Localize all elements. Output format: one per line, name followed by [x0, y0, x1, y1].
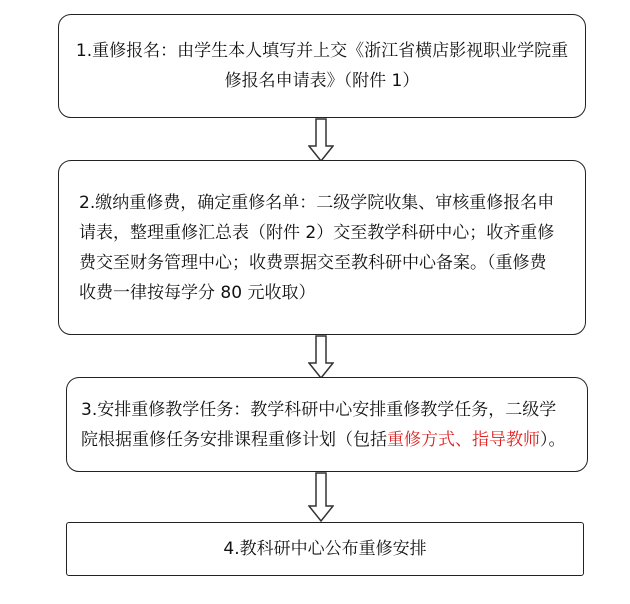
step-3-line-2-end: ）。 [540, 429, 566, 450]
step-4-text [67, 534, 583, 564]
step-3-box [66, 377, 588, 472]
step-3-line-2-start: 院根据重修任务安排课程重修计划（包括 [81, 429, 387, 450]
step-3-line-2 [81, 425, 577, 455]
step-3-highlight: 重修方式、指导教师 [387, 429, 540, 450]
down-arrow-icon [308, 118, 334, 162]
step-2-line-1: 2.缴纳重修费，确定重修名单：二级学院收集、审核重修报名申 [79, 192, 555, 213]
step-4-line-1: 4.教科研中心公布重修安排 [223, 539, 427, 559]
step-1-box [58, 14, 586, 118]
step-2-line-2: 请表，整理重修汇总表（附件 2）交至教学科研中心；收齐重修 [79, 222, 555, 243]
step-1-line-1: 1.重修报名：由学生本人填写并上交《浙江省横店影视职业学院重 [75, 41, 569, 61]
step-1-text [59, 36, 585, 96]
step-2-line-3: 费交至财务管理中心；收费票据交至教科研中心备案。（重修费 [79, 252, 547, 273]
step-4-box [66, 522, 584, 576]
down-arrow-icon [308, 472, 334, 522]
step-2-text [79, 188, 571, 308]
step-3-text [81, 395, 577, 455]
step-3-line-1: 3.安排重修教学任务：教学科研中心安排重修教学任务，二级学 [81, 399, 557, 420]
step-2-line-4: 收费一律按每学分 80 元收取） [79, 282, 316, 303]
down-arrow-icon [308, 335, 334, 379]
step-1-line-2: 修报名申请表》（附件 1） [224, 71, 420, 91]
step-2-box [58, 160, 586, 335]
